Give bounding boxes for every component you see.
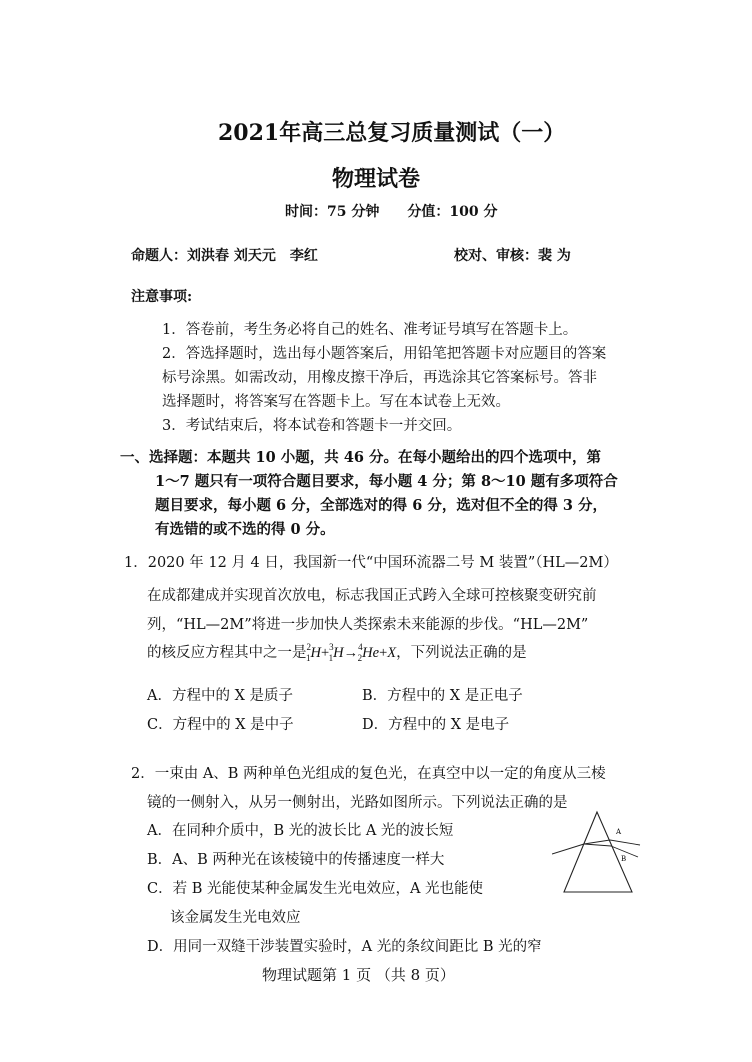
reaction-arrow: → [343,645,359,661]
atomic-number: 1 [306,653,311,663]
mass-number: 4 [358,642,363,652]
symbol-he: He [362,645,380,661]
q2-option-c: C．若 B 光能使某种金属发生光电效应，A 光也能使 [147,881,484,897]
q2-option-a: A．在同种介质中，B 光的波长比 A 光的波长短 [147,823,454,839]
note-line: 1．答卷前，考生务必将自己的姓名、准考证号填写在答题卡上。 [162,322,578,338]
nuclear-equation [306,642,397,663]
q2-option-d: D．用同一双缝干涉装置实验时，A 光的条纹间距比 B 光的窄 [147,939,542,955]
page-footer: 物理试题第 1 页 （共 8 页） [262,966,455,984]
atomic-number: 1 [328,653,334,663]
note-line: 3．考试结束后，将本试卷和答题卡一并交回。 [162,418,462,434]
section-instruction: 题目要求，每小题 6 分，全部选对的得 6 分，选对但不全的得 3 分， [155,497,608,514]
prism-outline [564,812,632,892]
symbol-h: H [310,645,321,661]
plus-sign: + [320,645,330,661]
q1-stem-line: 在成都建成并实现首次放电，标志我国正式跨入全球可控核聚变研究前 [147,588,597,604]
exam-title: 2021年高三总复习质量测试（一） [218,120,566,146]
q1-option-b: B．方程中的 X 是正电子 [362,688,523,704]
symbol-x: X [387,645,397,661]
q1-equation-line [147,641,527,662]
notes-heading: 注意事项: [131,289,193,305]
mass-number: 2 [306,642,311,652]
subject-title: 物理试卷 [332,166,421,192]
q2-stem-line: 2．一束由 A、B 两种单色光组成的复色光，在真空中以一定的角度从三棱 [131,766,606,782]
authors: 命题人：刘洪春 刘天元 李红 [131,248,318,264]
ray-a-exit [610,840,640,845]
section-instruction: 一、选择题：本题共 10 小题，共 46 分。在每小题给出的四个选项中，第 [120,449,602,466]
note-line: 标号涂黑。如需改动，用橡皮擦干净后，再选涂其它答案标号。答非 [162,370,597,386]
incident-ray [552,844,584,854]
ray-b-inside [584,844,611,846]
atomic-number: 2 [357,653,363,663]
symbol-h: H [333,645,344,661]
plus-sign: + [379,645,388,661]
q1-option-a: A．方程中的 X 是质子 [147,688,294,704]
time-score: 时间：75 分钟 分值：100 分 [285,204,498,220]
q1-option-c: C．方程中的 X 是中子 [147,717,294,733]
eq-prefix: 的核反应方程其中之一是 [147,645,307,661]
mass-number: 3 [329,642,334,652]
section-instruction: 1～7 题只有一项符合题目要求，每小题 4 分；第 8～10 题有多项符合 [155,473,618,490]
q2-option-b: B．A、B 两种光在该棱镜中的传播速度一样大 [147,852,445,868]
section-instruction: 有选错的或不选的得 0 分。 [155,521,335,538]
q2-stem-line: 镜的一侧射入，从另一侧射出，光路如图所示。下列说法正确的是 [147,795,568,811]
ray-a-inside [584,840,610,844]
reviewers: 校对、审核：裴 为 [454,248,571,264]
q1-stem-line: 列，“HL—2M”将进一步加快人类探索未来能源的步伐。“HL—2M” [147,617,589,633]
q1-option-d: D．方程中的 X 是电子 [362,717,510,733]
label-b: B [621,855,627,863]
note-line: 选择题时，将答案写在答题卡上。写在本试卷上无效。 [162,394,510,410]
label-a: A [616,828,622,836]
q2-option-c-continued: 该金属发生光电效应 [170,910,301,926]
note-line: 2．答选择题时，选出每小题答案后，用铅笔把答题卡对应题目的答案 [162,346,607,362]
q1-stem-line: 1．2020 年 12 月 4 日，我国新一代“中国环流器二号 M 装置”（HL—2M） [124,555,618,571]
prism-light-path-figure [552,810,642,896]
eq-suffix: ，下列说法正确的是 [396,645,527,661]
